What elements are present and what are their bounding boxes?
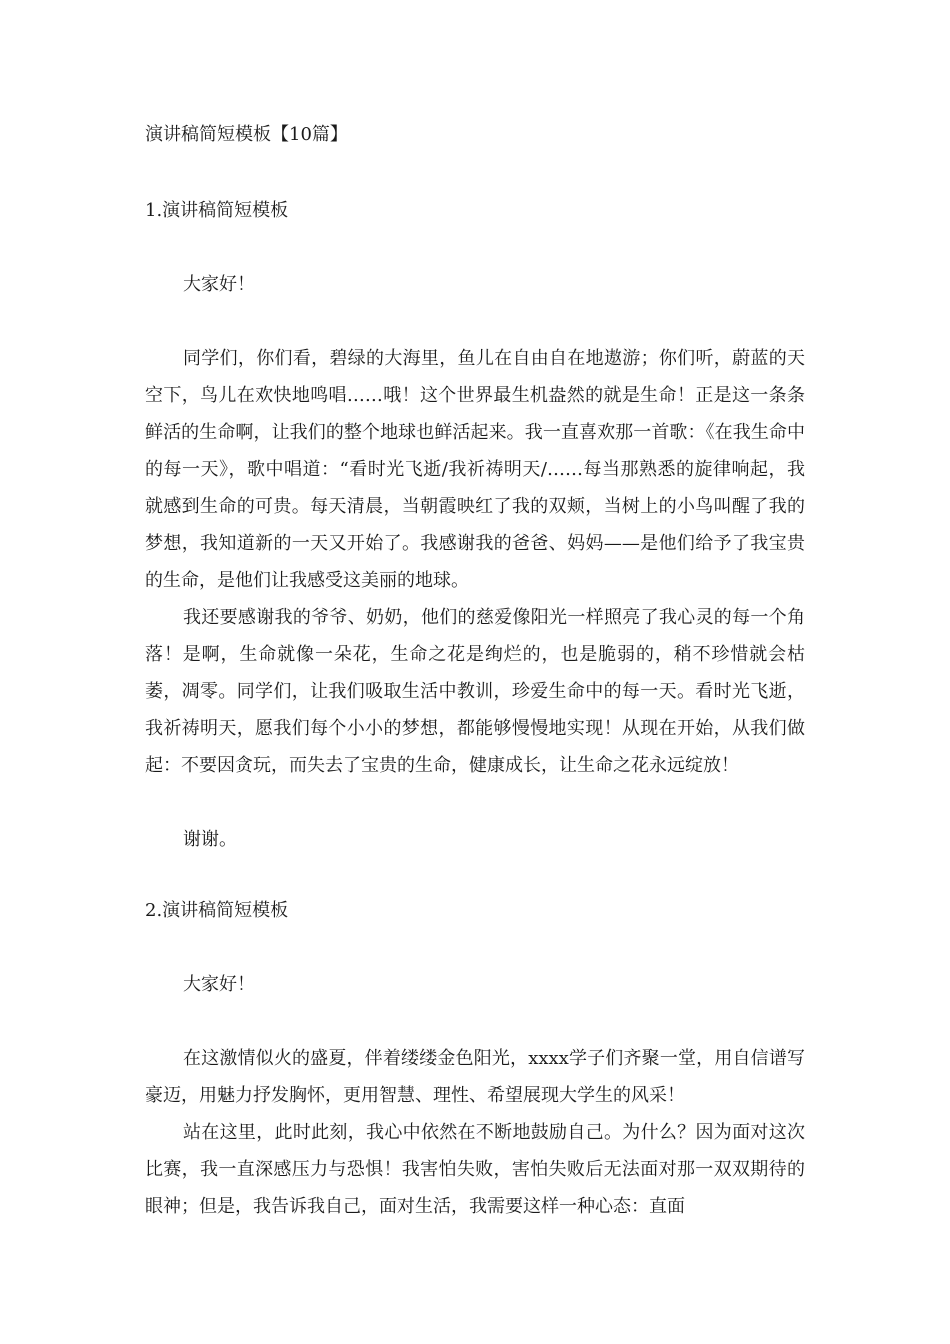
section-1-paragraph-1: 同学们，你们看，碧绿的大海里，鱼儿在自由自在地遨游；你们听，蔚蓝的天空下，鸟儿在欢快地鸣唱……哦！这个世界最生机盎然的就是生命！正是这一条条鲜活的生命啊，让我们的整个地球也鲜活起来。我一直喜欢那一首歌：《在我生命中的每一天》，歌中唱道：“看时光飞逝/我祈祷明天/……每当那熟悉的旋律响起，我就感到生命的可贵。每天清晨，当朝霞映红了我的双颊，当树上的小鸟叫醒了我的梦想，我知道新的一天又开始了。我感谢我的爸爸、妈妈——是他们给予了我宝贵的生命，是他们让我感受这美丽的地球。 xyxy=(145,348,805,591)
section-2-paragraph-1: 在这激情似火的盛夏，伴着缕缕金色阳光，xxxx学子们齐聚一堂，用自信谱写豪迈，用魅力抒发胸怀，更用智慧、理性、希望展现大学生的风采！ xyxy=(145,1048,805,1106)
section-1-closing: 谢谢。 xyxy=(183,829,237,850)
section-heading-1: 1.演讲稿简短模板 xyxy=(145,200,289,221)
section-2-greeting: 大家好！ xyxy=(183,974,255,995)
section-heading-2: 2.演讲稿简短模板 xyxy=(145,900,289,921)
section-1-paragraph-2: 我还要感谢我的爷爷、奶奶，他们的慈爱像阳光一样照亮了我心灵的每一个角落！是啊，生命就像一朵花，生命之花是绚烂的，也是脆弱的，稍不珍惜就会枯萎，凋零。同学们，让我们吸取生活中教训，珍爱生命中的每一天。看时光飞逝，我祈祷明天，愿我们每个小小的梦想，都能够慢慢地实现！从现在开始，从我们做起：不要因贪玩，而失去了宝贵的生命，健康成长，让生命之花永远绽放！ xyxy=(145,607,805,776)
document-title: 演讲稿简短模板【10篇】 xyxy=(145,124,348,145)
section-2-paragraph-2: 站在这里，此时此刻，我心中依然在不断地鼓励自己。为什么？因为面对这次比赛，我一直深感压力与恐惧！我害怕失败，害怕失败后无法面对那一双双期待的眼神；但是，我告诉我自己，面对生活，我需要这样一种心态：直面 xyxy=(145,1122,805,1217)
section-1-greeting: 大家好！ xyxy=(183,274,255,295)
